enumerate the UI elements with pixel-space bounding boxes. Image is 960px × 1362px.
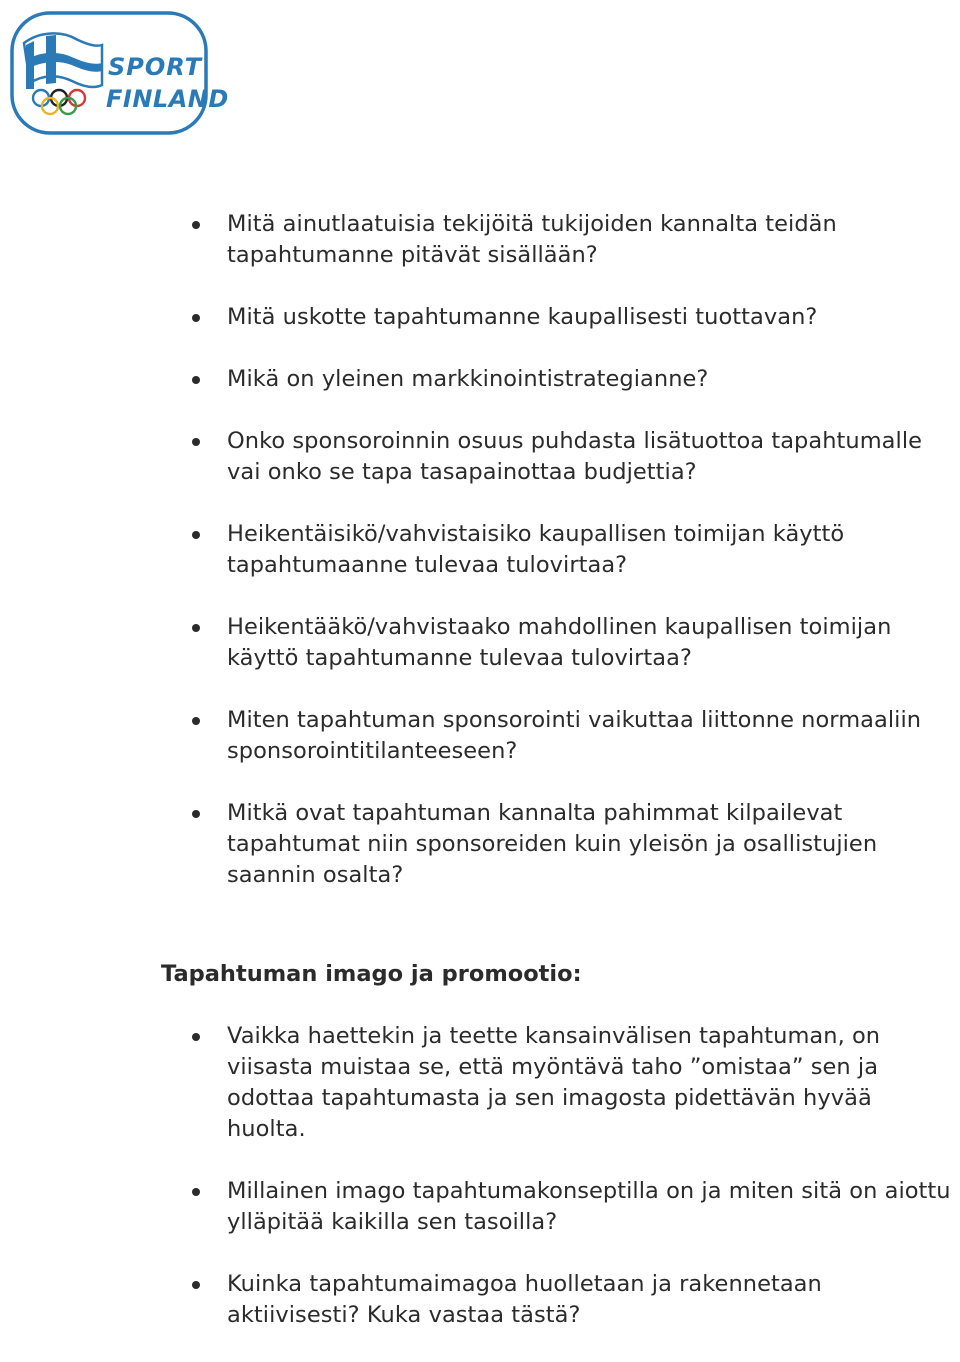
- list-item-text: Mitä uskotte tapahtumanne kaupallisesti tuottavan?: [227, 304, 818, 330]
- bullet-icon: [192, 221, 200, 229]
- list-item: [0, 612, 960, 674]
- section-heading: Tapahtuman imago ja promootio:: [161, 961, 582, 987]
- bullet-icon: [192, 438, 200, 446]
- bullet-icon: [192, 717, 200, 725]
- sport-finland-logo-graphic: [10, 11, 229, 135]
- bullet-icon: [192, 376, 200, 384]
- list-item: [0, 1021, 960, 1145]
- bullet-icon: [192, 314, 200, 322]
- image-promotion-list: [0, 1021, 960, 1362]
- olympic-rings-icon: [33, 90, 85, 114]
- bullet-icon: [192, 624, 200, 632]
- sport-finland-logo: [10, 11, 229, 135]
- list-item-text: Mitä ainutlaatuisia tekijöitä tukijoiden kannalta teidän tapahtumanne pitävät sisällään?: [227, 211, 837, 268]
- finnish-flag-icon: [24, 33, 102, 89]
- list-item: [0, 364, 960, 395]
- list-item: [0, 798, 960, 891]
- list-item: [0, 705, 960, 767]
- list-item: [0, 426, 960, 488]
- bullet-icon: [192, 810, 200, 818]
- logo-text-finland: FINLAND: [106, 85, 229, 113]
- list-item: [0, 302, 960, 333]
- bullet-icon: [192, 531, 200, 539]
- logo-text-sport: SPORT: [108, 53, 203, 81]
- list-item: [0, 1176, 960, 1238]
- question-list: [0, 209, 960, 922]
- list-item-text: Millainen imago tapahtumakonseptilla on ja miten sitä on aiottu ylläpitää kaikilla sen tasoilla?: [227, 1178, 951, 1235]
- list-item-text: Heikentäisikö/vahvistaisiko kaupallisen toimijan käyttö tapahtumaanne tulevaa tulovirtaa?: [227, 521, 845, 578]
- bullet-icon: [192, 1188, 200, 1196]
- bullet-icon: [192, 1033, 200, 1041]
- list-item: [0, 519, 960, 581]
- list-item-text: Mikä on yleinen markkinointistrategianne?: [227, 366, 709, 392]
- list-item-text: Miten tapahtuman sponsorointi vaikuttaa liittonne normaaliin sponsorointitilanteeseen?: [227, 707, 922, 764]
- list-item-text: Vaikka haettekin ja teette kansainvälisen tapahtuman, on viisasta muistaa se, että myöntävä taho ”omistaa” sen ja odottaa tapahtumasta ja sen imagosta pidettävän hyvää huolta.: [227, 1023, 881, 1142]
- list-item-text: Mitkä ovat tapahtuman kannalta pahimmat kilpailevat tapahtumat niin sponsoreiden kuin yleisön ja osallistujien saannin osalta?: [227, 800, 878, 888]
- list-item-text: Onko sponsoroinnin osuus puhdasta lisätuottoa tapahtumalle vai onko se tapa tasapainottaa budjettia?: [227, 428, 923, 485]
- list-item: [0, 1269, 960, 1331]
- list-item-text: Kuinka tapahtumaimagoa huolletaan ja rakennetaan aktiivisesti? Kuka vastaa tästä?: [227, 1271, 822, 1328]
- list-item-text: Heikentääkö/vahvistaako mahdollinen kaupallisen toimijan käyttö tapahtumanne tulevaa tulovirtaa?: [227, 614, 892, 671]
- bullet-icon: [192, 1281, 200, 1289]
- list-item: [0, 209, 960, 271]
